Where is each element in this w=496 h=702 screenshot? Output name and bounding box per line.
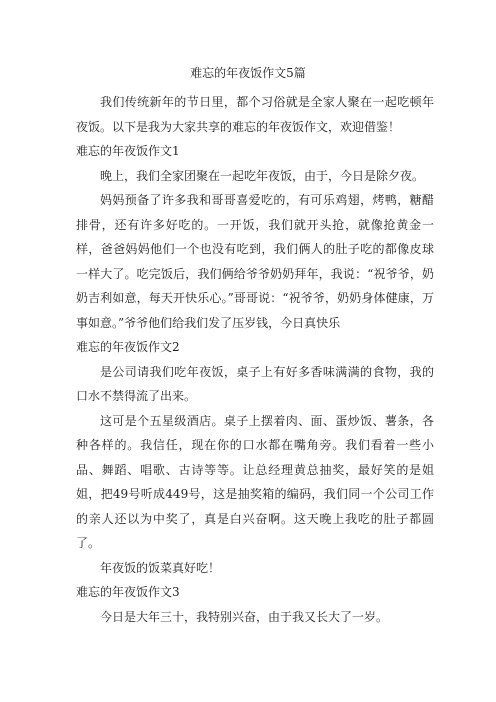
section-1-paragraph-1: 晚上，我们全家团聚在一起吃年夜饭，由于，今日是除夕夜。 xyxy=(100,168,425,183)
section-2-paragraph-3: 年夜饭的饭菜真好吃！ xyxy=(100,560,221,575)
section-2-paragraph-2: 这可是个五星级酒店。桌子上摆着肉、面、蛋炒饭、薯条，各种各样的。我信任，现在你的口水都在嘴角旁。我们看着一些小品、舞蹈、唱歌、古诗等等。让总经理黄总抽奖，最好笑的是姐姐，把49号听成449号，这是抽奖箱的编码，我们同一个公司工作的亲人还以为中奖了，真是白兴奋啊。这天晚上我吃的肚子都圆了。 xyxy=(76,413,434,550)
section-3-paragraph-1: 今日是大年三十，我特别兴奋，由于我又长大了一岁。 xyxy=(100,609,389,624)
section-heading-2: 难忘的年夜饭作文2 xyxy=(76,340,180,354)
section-1-paragraph-2: 妈妈预备了许多我和哥哥喜爱吃的，有可乐鸡翅，烤鸭，糖醋排骨，还有许多好吃的。一开饭，我们就开头抢，就像抢黄金一样，爸爸妈妈他们一个也没有吃到，我们俩人的肚子吃的都像皮球一样大了。吃完饭后，我们俩给爷爷奶奶拜年，我说：“祝爷爷，奶奶吉利如意，每天开快乐心。”哥哥说：“祝爷爷，奶奶身体健康，万事如意。”爷爷他们给我们发了压岁钱，今日真快乐 xyxy=(76,193,434,330)
document-body xyxy=(76,90,434,629)
section-heading-1: 难忘的年夜饭作文1 xyxy=(76,144,180,158)
section-heading-3: 难忘的年夜饭作文3 xyxy=(76,585,180,599)
section-2-paragraph-1: 是公司请我们吃年夜饭，桌子上有好多香味满满的食物，我的口水不禁得流了出来。 xyxy=(76,364,434,403)
intro-paragraph: 我们传统新年的节日里，都个习俗就是全家人聚在一起吃顿年夜饭。以下是我为大家共享的难忘的年夜饭作文，欢迎借鉴！ xyxy=(76,95,434,134)
document-title: 难忘的年夜饭作文5篇 xyxy=(190,66,306,80)
